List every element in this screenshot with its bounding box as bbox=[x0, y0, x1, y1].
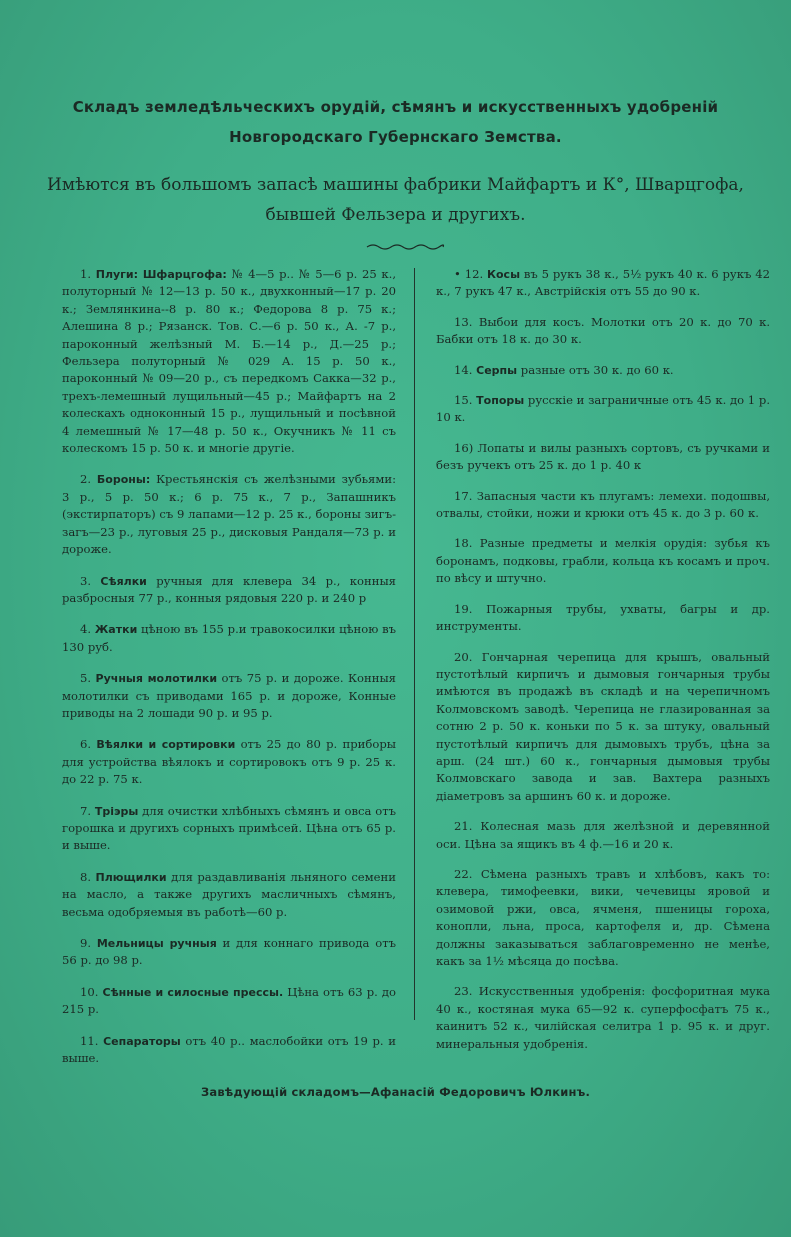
list-item: 18. Разные предметы и мелкія орудія: зубья къ боронамъ, подковы, грабли, кольца къ косамъ и проч. по вѣсу и штучно. bbox=[436, 536, 770, 586]
list-item: 22. Сѣмена разныхъ травъ и хлѣбовъ, какъ то: клевера, тимофеевки, вики, чечевицы яровой и озимовой ржи, овса, ячменя, пшеницы гороха, конопли, льна, проса, картофеля и, др. Сѣмена должны заказываться заблаговременно не менѣе, какъ за 1½ мѣсяца до посѣва. bbox=[436, 866, 771, 968]
list-item: • 12. Косы въ 5 рукъ 38 к., 5½ рукъ 40 к. 6 рукъ 42 к., 7 рукъ 47 к., Австрійскія отъ 55 до 90 к. bbox=[436, 267, 770, 299]
page-subtitle: Имѣются въ большомъ запасѣ машины фабрики Майфартъ и К°, Шварцгофа, бывшей Фельзера и другихъ. bbox=[47, 175, 744, 225]
list-item: 7. Тріэры для очистки хлѣбныхъ сѣмянъ и овса отъ горошка и другихъ сорныхъ примѣсей. Цѣна отъ 65 р. и выше. bbox=[62, 803, 396, 853]
list-item: 13. Выбои для косъ. Молотки отъ 20 к. до 70 к. Бабки отъ 18 к. до 30 к. bbox=[436, 314, 770, 347]
list-item: 20. Гончарная черепица для крышъ, овальный пустотѣлый кирпичъ и дымовыя гончарныя трубы имѣются въ продажѣ въ складѣ и на черепичномъ Колмовскомъ заводѣ. Черепица не глазированная за сотню 2 р. 50 к. коньки по 5 к. за штуку, овальный пустотѣлый кирпичъ для дымовыхъ трубъ, цѣна за арш. (24 шт.) 60 к., гончарныя дымовыя трубы Колмовскаго завода и зав. Вахтера разныхъ діаметровъ за аршинъ 60 к. и дороже. bbox=[436, 649, 771, 803]
list-item: 10. Сѣнные и силосные прессы. Цѣна отъ 63 р. до 215 р. bbox=[62, 984, 397, 1017]
left-column bbox=[62, 266, 396, 1081]
list-item: 9. Мельницы ручныя и для коннаго привода отъ 56 р. до 98 р. bbox=[62, 936, 396, 968]
list-item: 5. Ручныя молотилки отъ 75 р. и дороже. Конныя молотилки съ приводами 165 р. и дороже, Конные приводы на 2 лошади 90 р. и 95 р. bbox=[62, 671, 396, 720]
list-item: 15. Топоры русскіе и заграничные отъ 45 к. до 1 р. 10 к. bbox=[436, 393, 771, 425]
column-divider bbox=[414, 268, 415, 1020]
list-item: 21. Колесная мазь для желѣзной и деревянной оси. Цѣна за ящикъ въ 4 ф.—16 и 20 к. bbox=[436, 819, 770, 851]
list-item: 11. Сепараторы отъ 40 р.. маслобойки отъ 19 р. и выше. bbox=[62, 1033, 396, 1066]
list-item: 17. Запасныя части къ плугамъ: лемехи. подошвы, отвалы, стойки, ножи и крюки отъ 45 к. до 3 р. 60 к. bbox=[436, 488, 771, 521]
list-item: 14. Серпы разные отъ 30 к. до 60 к. bbox=[454, 362, 674, 377]
list-item: 4. Жатки цѣною въ 155 р.и травокосилки цѣною въ 130 руб. bbox=[62, 622, 396, 654]
ornament-divider bbox=[365, 242, 445, 252]
list-item: 1. Плуги: Шфарцгофа: № 4—5 р.. № 5—6 р. 25 к., полуторный № 12—13 р. 50 к., двухконный—17 р. 20 к.; Землянкина--8 р. 80 к.; Федорова 8 р. 75 к.; Алешина 8 р.; Рязанск. Тов. С.—6 р. 50 к., А. -7 р., пароконный желѣзный М. Б.—14 р., Д.—25 р.; Фельзера полуторный № 029 А. 15 р. 50 к., пароконный № 09—20 р., съ передкомъ Сакка—32 р., трехъ-лемешный лущильный—45 р.; Майфартъ на 2 колескахъ одноконный 15 р., лущильный и посѣвной 4 лемешный № 17—48 р. 50 к., Окучникъ № 11 съ колескомъ 15 р. 50 к. и многіе другіе. bbox=[62, 267, 397, 456]
list-item: 6. Вѣялки и сортировки отъ 25 до 80 р. приборы для устройства вѣялокъ и сортировокъ отъ 9 р. 25 к. до 22 р. 75 к. bbox=[62, 737, 396, 787]
list-item: 8. Плющилки для раздавливанія льняного семени на масло, а также другихъ масличныхъ сѣмянъ, весьма одобряемыя въ работѣ—60 р. bbox=[62, 869, 397, 919]
list-item: 2. Бороны: Крестьянскія съ желѣзными зубьями: 3 р., 5 р. 50 к.; 6 р. 75 к., 7 р., Запашникъ (экстирпаторъ) съ 9 лапами—12 р. 25 к., бороны зигъ-загъ—23 р., луговыя 25 р., дисковыя Рандаля—73 р. и дороже. bbox=[62, 472, 397, 557]
right-column bbox=[436, 266, 770, 1066]
list-item: 3. Сѣялки ручныя для клевера 34 р., конныя разбросныя 77 р., конныя рядовыя 220 р. и 240 р bbox=[62, 573, 396, 605]
page-title: Складъ земледѣльческихъ орудій, сѣмянъ и искусственныхъ удобреній Новгородскаго Губернскаго Земства. bbox=[72, 98, 719, 146]
list-item: 23. Искусственныя удобренія: фосфоритная мука 40 к., костяная мука 65—92 к. суперфосфатъ 75 к., каинитъ 52 к., чилійская селитра 1 р. 95 к. и друг. минеральныя удобренія. bbox=[436, 984, 770, 1051]
manager-signature-line: Завѣдующій складомъ—Афанасій Федоровичъ Юлкинъ. bbox=[200, 1085, 591, 1099]
list-item: 16) Лопаты и вилы разныхъ сортовъ, съ ручками и безъ ручекъ отъ 25 к. до 1 р. 40 к bbox=[436, 440, 770, 473]
list-item: 19. Пожарныя трубы, ухваты, багры и др. инструменты. bbox=[436, 601, 770, 634]
